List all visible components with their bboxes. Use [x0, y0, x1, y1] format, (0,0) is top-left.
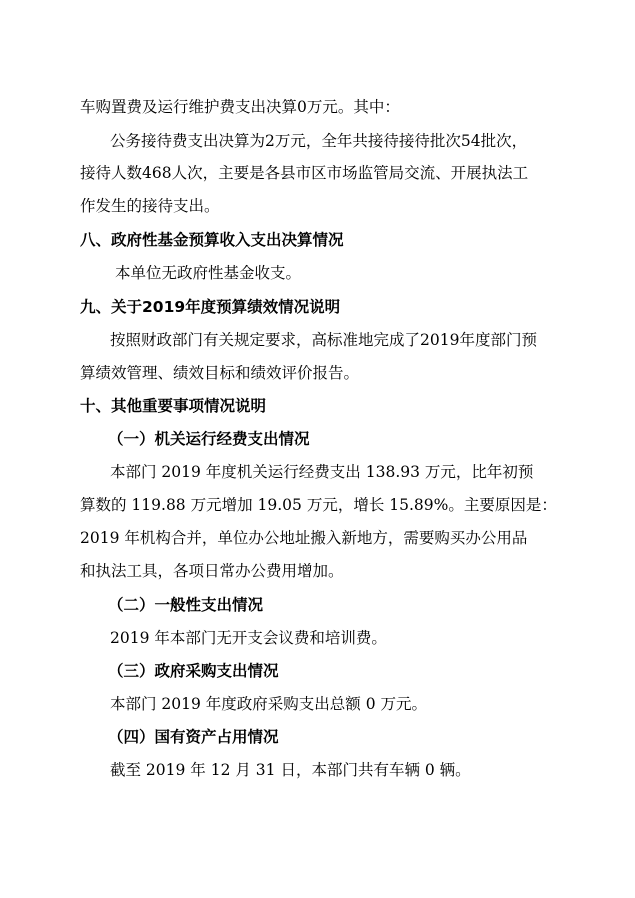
section-heading-9: 九、关于2019年度预算绩效情况说明	[80, 298, 341, 316]
section-heading-8: 八、政府性基金预算收入支出决算情况	[80, 231, 344, 249]
body-line: 本部门 2019 年度机关运行经费支出 138.93 万元，比年初预	[110, 463, 534, 481]
section-heading-10: 十、其他重要事项情况说明	[80, 397, 267, 415]
body-line: 算绩效管理、绩效目标和绩效评价报告。	[80, 364, 360, 382]
subsection-heading-2: （二）一般性支出情况	[108, 596, 264, 614]
subsection-heading-4: （四）国有资产占用情况	[108, 728, 279, 746]
body-line: 算数的 119.88 万元增加 19.05 万元，增长 15.89%。主要原因是：	[80, 496, 557, 514]
body-line: 本单位无政府性基金收支。	[115, 264, 302, 282]
body-line: 接待人数468人次，主要是各县市区市场监管局交流、开展执法工	[80, 164, 529, 182]
body-line: 2019 年机构合并，单位办公地址搬入新地方，需要购买办公用品	[80, 529, 528, 547]
subsection-heading-1: （一）机关运行经费支出情况	[108, 430, 310, 448]
body-line: 和执法工具，各项日常办公费用增加。	[80, 562, 344, 580]
body-line: 作发生的接待支出。	[80, 197, 220, 215]
body-line: 2019 年本部门无开支会议费和培训费。	[110, 629, 387, 647]
body-line: 按照财政部门有关规定要求，高标准地完成了2019年度部门预	[110, 331, 537, 349]
subsection-heading-3: （三）政府采购支出情况	[108, 662, 279, 680]
body-line: 截至 2019 年 12 月 31 日，本部门共有车辆 0 辆。	[110, 761, 471, 779]
body-line: 公务接待费支出决算为2万元，全年共接待接待批次54批次，	[110, 132, 528, 150]
body-line: 本部门 2019 年度政府采购支出总额 0 万元。	[110, 695, 428, 713]
body-line: 车购置费及运行维护费支出决算0万元。其中：	[80, 98, 400, 116]
